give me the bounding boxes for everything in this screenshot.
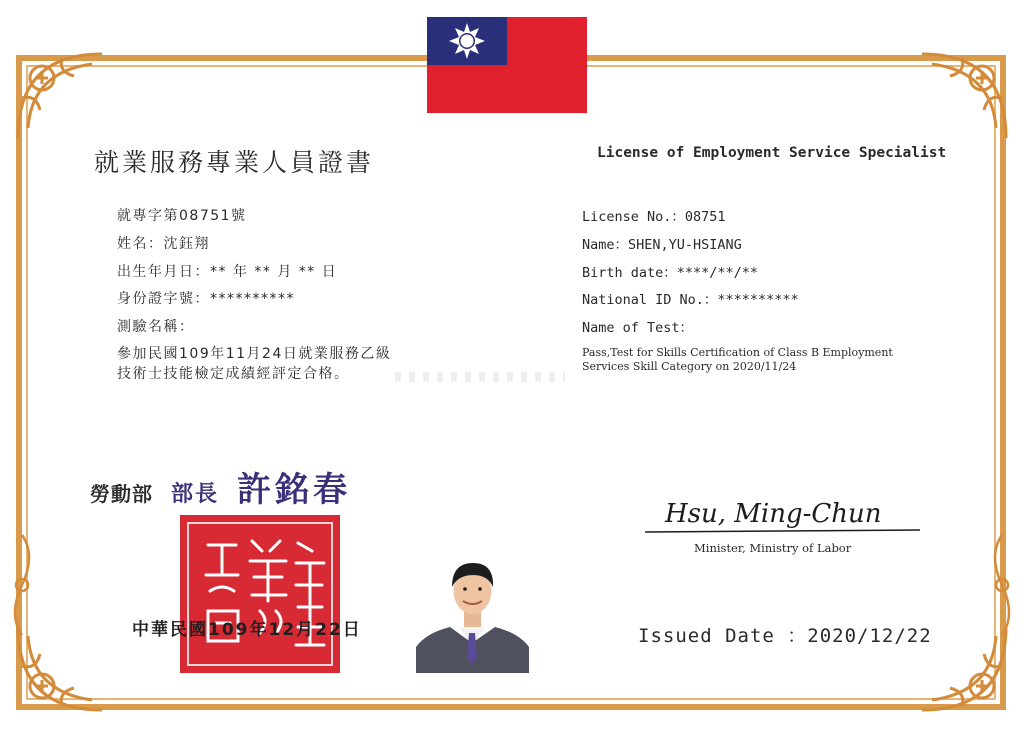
- result-zh-line2: 技術士技能檢定成績經評定合格。: [117, 366, 350, 382]
- corner-ornament-top-left: [12, 48, 108, 144]
- title-english: License of Employment Service Specialist: [597, 145, 947, 161]
- license-no-zh: 就專字第08751號: [117, 208, 247, 224]
- signer-name: 許銘春: [237, 470, 352, 510]
- test-name-zh: 測驗名稱：: [117, 319, 195, 335]
- issue-date-zh: 中華民國109年12月22日: [132, 620, 362, 640]
- national-id-zh: 身份證字號：**********: [117, 291, 295, 307]
- name-en: Name：SHEN,YU-HSIANG: [582, 237, 742, 253]
- result-zh-line1: 參加民國109年11月24日就業服務乙級: [117, 346, 392, 362]
- issue-date-en: Issued Date ：2020/12/22: [638, 625, 932, 647]
- signer-block: [90, 462, 351, 511]
- name-zh: 姓名：沈鈺翔: [117, 236, 210, 252]
- result-en-line1: Pass,Test for Skills Certification of Class B Employment: [582, 346, 893, 359]
- signer-ministry: 勞動部: [90, 482, 153, 506]
- faint-print-artifact: [395, 372, 565, 382]
- birth-date-en: Birth date：****/**/**: [582, 265, 759, 281]
- minister-signature: [645, 488, 925, 538]
- signer-position: 部長: [171, 481, 220, 507]
- signature-text: Hsu, Ming-Chun: [665, 499, 882, 529]
- side-ornament-right: [984, 530, 1020, 640]
- side-ornament-left: [4, 530, 40, 640]
- holder-photo-icon: [416, 547, 529, 673]
- official-seal-icon: [180, 515, 340, 673]
- test-name-en: Name of Test：: [582, 320, 694, 336]
- corner-ornament-top-right: [916, 48, 1012, 144]
- result-en-line2: Services Skill Category on 2020/11/24: [582, 360, 797, 373]
- roc-flag-icon: [427, 17, 587, 113]
- title-chinese: 就業服務專業人員證書: [94, 148, 375, 177]
- birth-date-zh: 出生年月日：** 年 ** 月 ** 日: [117, 264, 338, 280]
- signer-title-en: Minister, Ministry of Labor: [694, 541, 852, 555]
- national-id-en: National ID No.：**********: [582, 292, 799, 308]
- license-no-en: License No.：08751: [582, 209, 726, 225]
